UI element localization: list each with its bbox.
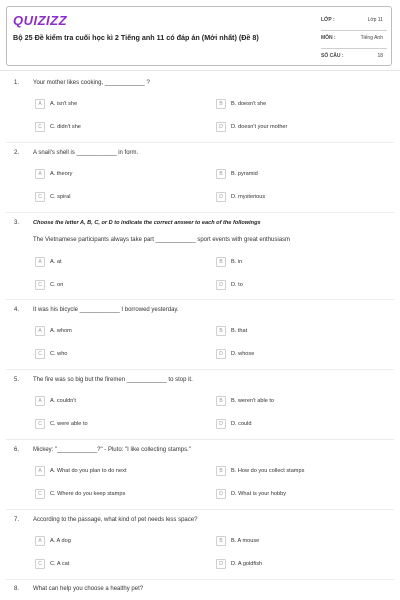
question-text: According to the passage, what kind of pet needs less space? — [33, 517, 198, 523]
option-label: D. to — [231, 282, 243, 288]
option-box[interactable]: B — [216, 257, 226, 267]
option-label: B. doesn't she — [231, 101, 267, 107]
option-box[interactable]: D — [216, 280, 226, 290]
option-box[interactable]: C — [35, 192, 45, 202]
option-box[interactable]: D — [216, 419, 226, 429]
question-text: Mickey: "____________?" - Pluto: "I like collecting stamps." — [33, 447, 191, 453]
option-box[interactable]: B — [216, 466, 226, 476]
question-divider — [6, 212, 394, 213]
meta-value: 18 — [377, 53, 383, 59]
option-box[interactable]: B — [216, 396, 226, 406]
meta-value: Tiếng Anh — [360, 35, 383, 41]
question-divider — [6, 299, 394, 300]
option-box[interactable]: C — [35, 559, 45, 569]
question-divider — [6, 509, 394, 510]
option-label: C. spiral — [50, 194, 71, 200]
option-label: B. A mouse — [231, 538, 260, 544]
option-box[interactable]: D — [216, 349, 226, 359]
option-label: A. whom — [50, 328, 72, 334]
meta-label: SỐ CÂU : — [321, 53, 344, 59]
option-label: C. Where do you keep stamps — [50, 491, 126, 497]
option-label: B. weren't able to — [231, 398, 275, 404]
question-divider — [6, 142, 394, 143]
worksheet-header — [6, 6, 392, 66]
option-box[interactable]: C — [35, 489, 45, 499]
option-box[interactable]: A — [35, 257, 45, 267]
question-number: 6. — [14, 447, 20, 453]
option-box[interactable]: D — [216, 489, 226, 499]
option-label: D. mysterious — [231, 194, 266, 200]
option-box[interactable]: B — [216, 536, 226, 546]
question-number: 4. — [14, 307, 20, 313]
option-label: B. that — [231, 328, 248, 334]
option-box[interactable]: A — [35, 396, 45, 406]
option-label: C. A cat — [50, 561, 70, 567]
option-box[interactable]: A — [35, 466, 45, 476]
option-box[interactable]: D — [216, 559, 226, 569]
option-box[interactable]: C — [35, 349, 45, 359]
option-label: A. couldn't — [50, 398, 76, 404]
option-label: A. theory — [50, 171, 73, 177]
question-number: 3. — [14, 220, 20, 226]
question-number: 7. — [14, 517, 20, 523]
header-separator — [0, 70, 400, 71]
option-box[interactable]: B — [216, 169, 226, 179]
question-divider — [6, 369, 394, 370]
option-box[interactable]: A — [35, 99, 45, 109]
option-box[interactable]: D — [216, 192, 226, 202]
option-label: A. A dog — [50, 538, 71, 544]
option-box[interactable]: B — [216, 326, 226, 336]
option-box[interactable]: C — [35, 419, 45, 429]
option-label: D. What is your hobby — [231, 491, 287, 497]
question-text: It was his bicycle ____________ I borrowed yesterday. — [33, 307, 179, 313]
question-text: Your mother likes cooking, ____________ ? — [33, 80, 150, 86]
option-label: A. at — [50, 259, 62, 265]
quizizz-logo: QUIZIZZ — [13, 13, 68, 28]
question-number: 2. — [14, 150, 20, 156]
question-text: The Vietnamese participants always take part ____________ sport events with great enthusiasm — [33, 237, 291, 243]
meta-label: LỚP : — [321, 17, 335, 23]
option-label: B. pyramid — [231, 171, 258, 177]
meta-row-subject — [321, 31, 387, 49]
option-box[interactable]: B — [216, 99, 226, 109]
question-divider — [6, 439, 394, 440]
option-box[interactable]: A — [35, 326, 45, 336]
option-label: D. A goldfish — [231, 561, 263, 567]
meta-label: MÔN : — [321, 35, 336, 41]
question-divider — [6, 579, 394, 580]
option-label: B. in — [231, 259, 243, 265]
meta-row-class — [321, 13, 387, 31]
option-box[interactable]: A — [35, 536, 45, 546]
option-label: C. were able to — [50, 421, 88, 427]
option-box[interactable]: C — [35, 122, 45, 132]
meta-table — [321, 13, 387, 66]
option-label: C. didn't she — [50, 124, 81, 130]
question-text: What can help you choose a healthy pet? — [33, 586, 144, 592]
question-text: The fire was so big but the firemen ____________ to stop it. — [33, 377, 193, 383]
meta-row-count — [321, 49, 387, 66]
option-label: C. who — [50, 351, 68, 357]
option-label: D. doesn't your mother — [231, 124, 288, 130]
option-label: D. whose — [231, 351, 255, 357]
option-box[interactable]: C — [35, 280, 45, 290]
question-number: 5. — [14, 377, 20, 383]
option-label: B. How do you collect stamps — [231, 468, 305, 474]
option-box[interactable]: D — [216, 122, 226, 132]
option-label: A. What do you plan to do next — [50, 468, 127, 474]
option-label: C. on — [50, 282, 64, 288]
option-box[interactable]: A — [35, 169, 45, 179]
meta-value: Lớp 11 — [367, 17, 383, 23]
question-number: 1. — [14, 80, 20, 86]
question-instruction: Choose the letter A, B, C, or D to indicate the correct answer to each of the followings — [33, 220, 261, 226]
option-label: D. could — [231, 421, 252, 427]
question-number: 8. — [14, 586, 20, 592]
document-title: Bộ 25 Đề kiểm tra cuối học kì 2 Tiếng anh 11 có đáp án (Mới nhất) (Đề 8) — [13, 33, 259, 42]
question-text: A snail's shell is ____________ in form. — [33, 150, 139, 156]
option-label: A. isn't she — [50, 101, 78, 107]
